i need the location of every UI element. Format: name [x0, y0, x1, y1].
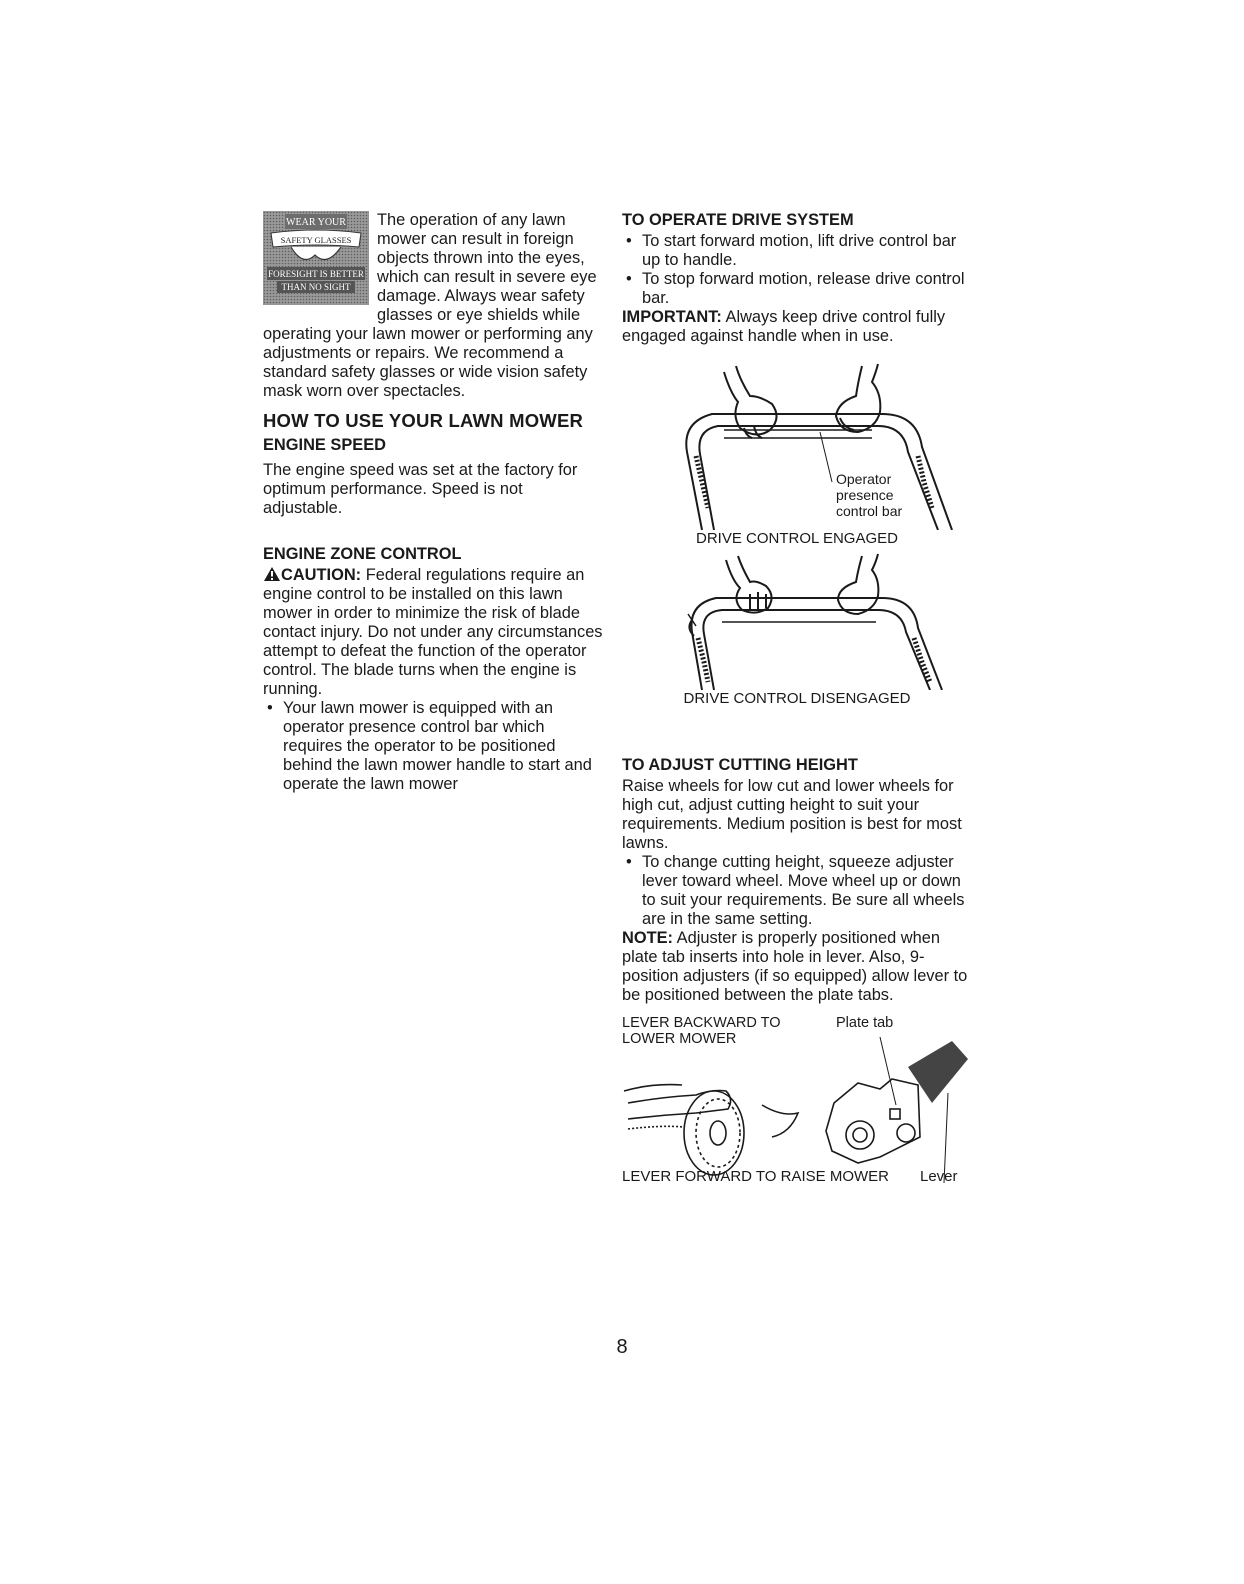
figure1-label-line2: presence: [836, 487, 894, 503]
list-item: • Your lawn mower is equipped with an operator presence control bar which requires the operator to be positioned behind the lawn mower handle to start and operate the lawn mower: [263, 699, 603, 794]
lever-backward-label: LEVER BACKWARD TO LOWER MOWER: [622, 1015, 781, 1047]
drive-disengaged-figure: [632, 552, 962, 690]
svg-text:THAN NO SIGHT: THAN NO SIGHT: [281, 282, 351, 292]
eye-safety-text: The operation of any lawn mower can result in foreign objects thrown into the eyes, which can result in severe eye damage. Always wear safety glasses or eye shields while operating your lawn mower or performing any adjustments or repairs. We recommend a standard safety glasses or wide vision safety mask worn over spectacles.: [263, 211, 597, 400]
lever-label: Lever: [920, 1168, 958, 1185]
caution-label: CAUTION:: [281, 566, 362, 584]
drive-bullets: [622, 232, 972, 308]
left-column: [263, 211, 603, 794]
section-title-how-to-use: HOW TO USE YOUR LAWN MOWER: [263, 410, 584, 431]
height-adjuster-figure: [622, 1015, 972, 1193]
warning-triangle-icon: [263, 566, 281, 582]
important-paragraph: [622, 308, 972, 346]
important-label: IMPORTANT:: [622, 308, 722, 326]
list-item: • To start forward motion, lift drive control bar up to handle.: [622, 232, 972, 270]
safety-glasses-badge: [263, 211, 369, 305]
important-text: Always keep drive control fully engaged against handle when in use.: [622, 308, 946, 345]
handle-engaged-illustration: [632, 352, 962, 530]
right-column: [622, 211, 972, 1193]
caution-paragraph: [263, 566, 603, 699]
drive-disengaged-caption: DRIVE CONTROL DISENGAGED: [683, 690, 911, 707]
lever-forward-label: LEVER FORWARD TO RAISE MOWER: [622, 1168, 889, 1185]
cutting-height-heading: TO ADJUST CUTTING HEIGHT: [622, 756, 858, 774]
wheel-adjuster-illustration: [622, 1033, 972, 1183]
list-item: • To stop forward motion, release drive control bar.: [622, 270, 972, 308]
engine-speed-heading: ENGINE SPEED: [263, 436, 386, 454]
handle-disengaged-illustration: [632, 552, 962, 690]
engine-speed-text: The engine speed was set at the factory for optimum performance. Speed is not adjustable.: [263, 461, 578, 517]
caution-text: Federal regulations require an engine control to be installed on this lawn mower in order to minimize the risk of blade contact injury. Do not under any circumstances attempt to defeat the function of the operator control. The blade turns when the engine is running.: [263, 566, 603, 698]
safety-glasses-icon: [263, 211, 369, 305]
figure1-label-line1: Operator: [836, 471, 892, 487]
svg-text:SAFETY GLASSES: SAFETY GLASSES: [280, 235, 352, 245]
cutting-height-text: Raise wheels for low cut and lower wheels for high cut, adjust cutting height to suit your requirements. Medium position is best for most lawns.: [622, 777, 962, 852]
drive-system-heading: TO OPERATE DRIVE SYSTEM: [622, 211, 854, 229]
cutting-bullets: [622, 853, 972, 929]
figure1-label-line3: control bar: [836, 503, 903, 519]
engine-zone-heading: ENGINE ZONE CONTROL: [263, 545, 462, 563]
plate-tab-label: Plate tab: [836, 1015, 894, 1031]
svg-text:FORESIGHT IS BETTER: FORESIGHT IS BETTER: [268, 269, 364, 279]
note-paragraph: [622, 929, 972, 1005]
engine-zone-bullets: [263, 699, 603, 794]
page-number: 8: [616, 1336, 628, 1358]
list-item: • To change cutting height, squeeze adjuster lever toward wheel. Move wheel up or down to suit your requirements. Be sure all wheels are in the same setting.: [622, 853, 972, 929]
note-label: NOTE:: [622, 929, 673, 947]
note-text: Adjuster is properly positioned when plate tab inserts into hole in lever. Also, 9-position adjusters (if so equipped) allow lever to be positioned between the plate tabs.: [622, 929, 968, 1004]
drive-engaged-caption: DRIVE CONTROL ENGAGED: [696, 530, 898, 547]
drive-engaged-figure: [632, 352, 962, 530]
svg-text:WEAR YOUR: WEAR YOUR: [286, 217, 346, 228]
